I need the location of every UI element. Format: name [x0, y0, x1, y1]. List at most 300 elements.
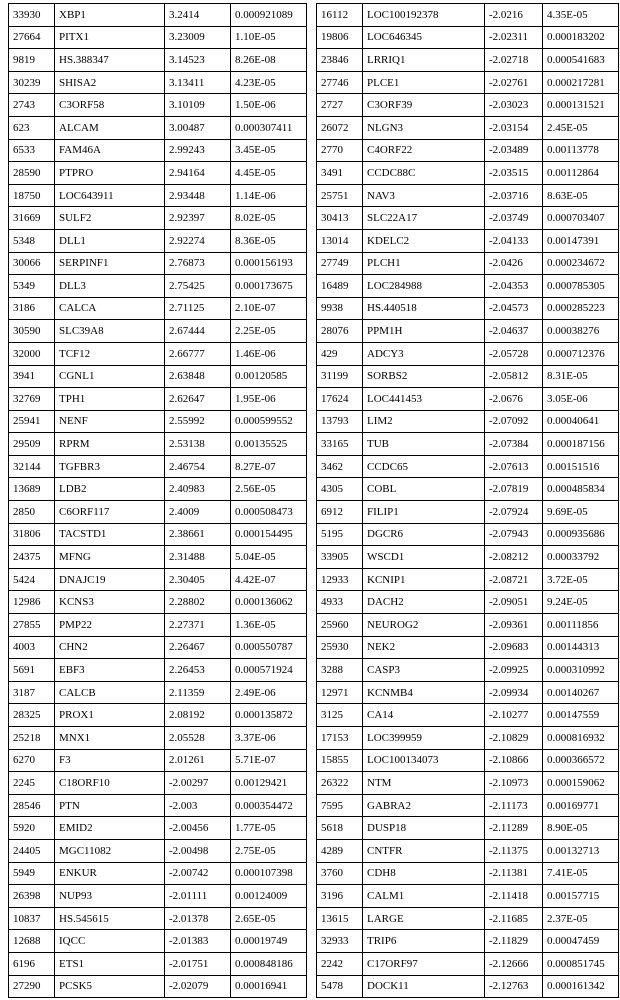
table-row: [317, 546, 619, 569]
cell-gene-symbol: PROX1: [55, 704, 165, 727]
cell-gene-symbol: KDELC2: [363, 229, 485, 252]
cell-p-value: 0.000187156: [543, 433, 619, 456]
cell-fold-change: -2.04637: [485, 320, 543, 343]
cell-gene-symbol: LIM2: [363, 410, 485, 433]
cell-gene-symbol: LARGE: [363, 907, 485, 930]
cell-fold-change: 2.99243: [165, 139, 231, 162]
cell-p-value: 3.05E-06: [543, 388, 619, 411]
table-row: [317, 116, 619, 139]
cell-probe-id: 29509: [9, 433, 55, 456]
cell-gene-symbol: LOC643911: [55, 184, 165, 207]
cell-fold-change: -2.10866: [485, 749, 543, 772]
cell-probe-id: 26322: [317, 772, 363, 795]
cell-probe-id: 16112: [317, 4, 363, 27]
cell-fold-change: -2.12763: [485, 975, 543, 998]
cell-probe-id: 26398: [9, 885, 55, 908]
table-row: [317, 388, 619, 411]
table-row: [317, 207, 619, 230]
cell-p-value: 2.37E-05: [543, 907, 619, 930]
cell-gene-symbol: ETS1: [55, 952, 165, 975]
cell-gene-symbol: LOC399959: [363, 727, 485, 750]
cell-p-value: 2.45E-05: [543, 116, 619, 139]
cell-probe-id: 27749: [317, 252, 363, 275]
cell-probe-id: 2770: [317, 139, 363, 162]
cell-gene-symbol: CCDC65: [363, 455, 485, 478]
cell-p-value: 0.00151516: [543, 455, 619, 478]
cell-gene-symbol: CDH8: [363, 862, 485, 885]
table-row: [317, 907, 619, 930]
cell-p-value: 0.000485834: [543, 478, 619, 501]
cell-p-value: 0.000217281: [543, 71, 619, 94]
cell-fold-change: -2.09934: [485, 681, 543, 704]
cell-fold-change: -2.02311: [485, 26, 543, 49]
cell-p-value: 0.00120585: [231, 365, 307, 388]
cell-gene-symbol: PCSK5: [55, 975, 165, 998]
cell-gene-symbol: LOC646345: [363, 26, 485, 49]
cell-probe-id: 5195: [317, 523, 363, 546]
gene-table-right: [316, 3, 619, 998]
cell-gene-symbol: FAM46A: [55, 139, 165, 162]
cell-gene-symbol: LOC100192378: [363, 4, 485, 27]
cell-p-value: 5.71E-07: [231, 749, 307, 772]
cell-probe-id: 12688: [9, 930, 55, 953]
cell-gene-symbol: PITX1: [55, 26, 165, 49]
table-row: [9, 229, 307, 252]
cell-fold-change: -2.03515: [485, 162, 543, 185]
cell-fold-change: 2.40983: [165, 478, 231, 501]
table-row: [317, 320, 619, 343]
table-row: [317, 162, 619, 185]
cell-probe-id: 15855: [317, 749, 363, 772]
cell-probe-id: 19806: [317, 26, 363, 49]
cell-p-value: 0.000354472: [231, 794, 307, 817]
table-row: [9, 162, 307, 185]
table-row: [317, 252, 619, 275]
cell-p-value: 8.26E-08: [231, 49, 307, 72]
cell-p-value: 0.000159062: [543, 772, 619, 795]
cell-probe-id: 2743: [9, 94, 55, 117]
cell-gene-symbol: PTN: [55, 794, 165, 817]
cell-fold-change: 2.4009: [165, 501, 231, 524]
cell-p-value: 0.00038276: [543, 320, 619, 343]
cell-fold-change: -2.11375: [485, 839, 543, 862]
cell-fold-change: -2.07819: [485, 478, 543, 501]
table-row: [9, 591, 307, 614]
cell-probe-id: 3760: [317, 862, 363, 885]
cell-gene-symbol: SULF2: [55, 207, 165, 230]
cell-gene-symbol: C17ORF97: [363, 952, 485, 975]
cell-gene-symbol: SORBS2: [363, 365, 485, 388]
cell-p-value: 0.000307411: [231, 116, 307, 139]
cell-fold-change: -2.0676: [485, 388, 543, 411]
table-row: [9, 320, 307, 343]
cell-probe-id: 23846: [317, 49, 363, 72]
cell-probe-id: 32144: [9, 455, 55, 478]
cell-probe-id: 33930: [9, 4, 55, 27]
cell-gene-symbol: EBF3: [55, 659, 165, 682]
cell-probe-id: 3125: [317, 704, 363, 727]
cell-probe-id: 9938: [317, 297, 363, 320]
cell-p-value: 0.00169771: [543, 794, 619, 817]
table-row: [317, 229, 619, 252]
cell-gene-symbol: CALCA: [55, 297, 165, 320]
cell-probe-id: 13689: [9, 478, 55, 501]
cell-p-value: 0.000541683: [543, 49, 619, 72]
table-row: [317, 478, 619, 501]
cell-probe-id: 31669: [9, 207, 55, 230]
table-row: [9, 49, 307, 72]
cell-fold-change: 2.76873: [165, 252, 231, 275]
cell-fold-change: -2.04573: [485, 297, 543, 320]
cell-fold-change: 3.23009: [165, 26, 231, 49]
table-row: [9, 139, 307, 162]
cell-gene-symbol: DNAJC19: [55, 568, 165, 591]
cell-fold-change: -2.10277: [485, 704, 543, 727]
cell-probe-id: 4933: [317, 591, 363, 614]
cell-gene-symbol: DOCK11: [363, 975, 485, 998]
cell-gene-symbol: DACH2: [363, 591, 485, 614]
cell-p-value: 2.10E-07: [231, 297, 307, 320]
cell-probe-id: 33905: [317, 546, 363, 569]
table-row: [317, 275, 619, 298]
cell-probe-id: 2850: [9, 501, 55, 524]
table-row: [9, 523, 307, 546]
cell-fold-change: -2.11289: [485, 817, 543, 840]
cell-fold-change: 3.14523: [165, 49, 231, 72]
table-row: [317, 885, 619, 908]
cell-p-value: 0.000173675: [231, 275, 307, 298]
cell-gene-symbol: PMP22: [55, 614, 165, 637]
cell-gene-symbol: PLCE1: [363, 71, 485, 94]
cell-fold-change: 2.26453: [165, 659, 231, 682]
cell-p-value: 0.000366572: [543, 749, 619, 772]
table-row: [9, 930, 307, 953]
table-row: [9, 907, 307, 930]
cell-p-value: 0.000183202: [543, 26, 619, 49]
table-row: [9, 184, 307, 207]
cell-p-value: 0.000156193: [231, 252, 307, 275]
cell-gene-symbol: NUP93: [55, 885, 165, 908]
cell-probe-id: 9819: [9, 49, 55, 72]
cell-p-value: 1.46E-06: [231, 342, 307, 365]
cell-gene-symbol: RPRM: [55, 433, 165, 456]
cell-probe-id: 3196: [317, 885, 363, 908]
cell-gene-symbol: CNTFR: [363, 839, 485, 862]
cell-fold-change: -2.07092: [485, 410, 543, 433]
table-row: [317, 862, 619, 885]
cell-p-value: 8.90E-05: [543, 817, 619, 840]
cell-gene-symbol: TPH1: [55, 388, 165, 411]
cell-gene-symbol: C18ORF10: [55, 772, 165, 795]
cell-probe-id: 3186: [9, 297, 55, 320]
table-row: [9, 885, 307, 908]
cell-gene-symbol: NEK2: [363, 636, 485, 659]
cell-p-value: 1.14E-06: [231, 184, 307, 207]
cell-fold-change: 2.92397: [165, 207, 231, 230]
table-row: [9, 636, 307, 659]
cell-probe-id: 5920: [9, 817, 55, 840]
cell-p-value: 4.42E-07: [231, 568, 307, 591]
cell-fold-change: -2.03489: [485, 139, 543, 162]
cell-fold-change: 3.10109: [165, 94, 231, 117]
table-row: [317, 26, 619, 49]
cell-fold-change: -2.07943: [485, 523, 543, 546]
cell-fold-change: -2.02718: [485, 49, 543, 72]
cell-gene-symbol: HS.440518: [363, 297, 485, 320]
cell-gene-symbol: C3ORF39: [363, 94, 485, 117]
cell-gene-symbol: NTM: [363, 772, 485, 795]
cell-p-value: 3.72E-05: [543, 568, 619, 591]
table-row: [317, 455, 619, 478]
cell-gene-symbol: EMID2: [55, 817, 165, 840]
cell-fold-change: 2.08192: [165, 704, 231, 727]
cell-probe-id: 30590: [9, 320, 55, 343]
cell-fold-change: -2.08212: [485, 546, 543, 569]
cell-fold-change: 2.71125: [165, 297, 231, 320]
cell-fold-change: 2.46754: [165, 455, 231, 478]
cell-p-value: 2.25E-05: [231, 320, 307, 343]
table-row: [9, 275, 307, 298]
cell-fold-change: 2.63848: [165, 365, 231, 388]
cell-probe-id: 27855: [9, 614, 55, 637]
cell-fold-change: 2.92274: [165, 229, 231, 252]
cell-p-value: 0.00132713: [543, 839, 619, 862]
cell-probe-id: 13615: [317, 907, 363, 930]
cell-probe-id: 25930: [317, 636, 363, 659]
cell-probe-id: 7595: [317, 794, 363, 817]
cell-gene-symbol: TGFBR3: [55, 455, 165, 478]
cell-gene-symbol: PPM1H: [363, 320, 485, 343]
cell-gene-symbol: TCF12: [55, 342, 165, 365]
cell-probe-id: 31199: [317, 365, 363, 388]
cell-fold-change: -2.01383: [165, 930, 231, 953]
table-row: [9, 546, 307, 569]
cell-probe-id: 4305: [317, 478, 363, 501]
cell-gene-symbol: DUSP18: [363, 817, 485, 840]
cell-gene-symbol: C3ORF58: [55, 94, 165, 117]
table-row: [317, 930, 619, 953]
cell-p-value: 0.00135525: [231, 433, 307, 456]
cell-gene-symbol: CALCB: [55, 681, 165, 704]
cell-fold-change: 3.13411: [165, 71, 231, 94]
cell-probe-id: 24375: [9, 546, 55, 569]
cell-probe-id: 25751: [317, 184, 363, 207]
cell-gene-symbol: XBP1: [55, 4, 165, 27]
cell-p-value: 9.69E-05: [543, 501, 619, 524]
cell-p-value: 0.000935686: [543, 523, 619, 546]
cell-p-value: 0.000136062: [231, 591, 307, 614]
table-row: [9, 681, 307, 704]
cell-p-value: 8.27E-07: [231, 455, 307, 478]
cell-fold-change: -2.0216: [485, 4, 543, 27]
cell-fold-change: -2.07924: [485, 501, 543, 524]
cell-fold-change: -2.0426: [485, 252, 543, 275]
cell-gene-symbol: PLCH1: [363, 252, 485, 275]
cell-probe-id: 27746: [317, 71, 363, 94]
cell-fold-change: -2.11685: [485, 907, 543, 930]
cell-p-value: 7.41E-05: [543, 862, 619, 885]
cell-fold-change: -2.00498: [165, 839, 231, 862]
cell-fold-change: 2.67444: [165, 320, 231, 343]
cell-p-value: 0.00124009: [231, 885, 307, 908]
table-row: [317, 614, 619, 637]
cell-fold-change: 3.2414: [165, 4, 231, 27]
cell-p-value: 0.00113778: [543, 139, 619, 162]
cell-p-value: 1.10E-05: [231, 26, 307, 49]
cell-fold-change: -2.08721: [485, 568, 543, 591]
cell-p-value: 0.000550787: [231, 636, 307, 659]
cell-probe-id: 12986: [9, 591, 55, 614]
cell-fold-change: -2.00742: [165, 862, 231, 885]
cell-gene-symbol: MGC11082: [55, 839, 165, 862]
cell-fold-change: -2.05812: [485, 365, 543, 388]
cell-p-value: 0.00111856: [543, 614, 619, 637]
table-row: [9, 455, 307, 478]
cell-gene-symbol: KCNS3: [55, 591, 165, 614]
cell-fold-change: -2.10973: [485, 772, 543, 795]
cell-gene-symbol: COBL: [363, 478, 485, 501]
cell-fold-change: -2.11829: [485, 930, 543, 953]
cell-probe-id: 5691: [9, 659, 55, 682]
table-row: [317, 139, 619, 162]
cell-p-value: 0.000154495: [231, 523, 307, 546]
cell-fold-change: -2.01378: [165, 907, 231, 930]
cell-probe-id: 6270: [9, 749, 55, 772]
cell-fold-change: -2.11173: [485, 794, 543, 817]
cell-p-value: 0.00147559: [543, 704, 619, 727]
cell-probe-id: 13793: [317, 410, 363, 433]
cell-fold-change: 2.31488: [165, 546, 231, 569]
table-row: [317, 184, 619, 207]
table-row: [317, 297, 619, 320]
table-row: [9, 794, 307, 817]
table-row: [317, 839, 619, 862]
cell-gene-symbol: SLC39A8: [55, 320, 165, 343]
cell-p-value: 0.00112864: [543, 162, 619, 185]
cell-probe-id: 6912: [317, 501, 363, 524]
cell-p-value: 8.31E-05: [543, 365, 619, 388]
cell-p-value: 0.000571924: [231, 659, 307, 682]
cell-probe-id: 28546: [9, 794, 55, 817]
table-row: [9, 365, 307, 388]
table-row: [9, 727, 307, 750]
table-row: [9, 749, 307, 772]
cell-probe-id: 5349: [9, 275, 55, 298]
cell-probe-id: 25960: [317, 614, 363, 637]
cell-gene-symbol: CALM1: [363, 885, 485, 908]
cell-fold-change: -2.00297: [165, 772, 231, 795]
cell-p-value: 3.45E-05: [231, 139, 307, 162]
cell-fold-change: 2.27371: [165, 614, 231, 637]
cell-fold-change: 2.66777: [165, 342, 231, 365]
table-row: [317, 749, 619, 772]
table-row: [9, 388, 307, 411]
cell-p-value: 0.000234672: [543, 252, 619, 275]
cell-p-value: 2.65E-05: [231, 907, 307, 930]
cell-p-value: 0.000310992: [543, 659, 619, 682]
table-row: [9, 614, 307, 637]
cell-fold-change: -2.11418: [485, 885, 543, 908]
cell-gene-symbol: MFNG: [55, 546, 165, 569]
cell-probe-id: 30239: [9, 71, 55, 94]
cell-fold-change: -2.03023: [485, 94, 543, 117]
table-row: [9, 94, 307, 117]
cell-fold-change: -2.02079: [165, 975, 231, 998]
cell-p-value: 0.000508473: [231, 501, 307, 524]
cell-p-value: 2.56E-05: [231, 478, 307, 501]
table-row: [9, 26, 307, 49]
cell-fold-change: 2.75425: [165, 275, 231, 298]
cell-gene-symbol: LOC100134073: [363, 749, 485, 772]
cell-fold-change: -2.10829: [485, 727, 543, 750]
cell-p-value: 3.37E-06: [231, 727, 307, 750]
cell-probe-id: 2242: [317, 952, 363, 975]
table-row: [317, 4, 619, 27]
cell-gene-symbol: KCNMB4: [363, 681, 485, 704]
table-row: [9, 862, 307, 885]
cell-probe-id: 3491: [317, 162, 363, 185]
cell-gene-symbol: LDB2: [55, 478, 165, 501]
cell-fold-change: 2.38661: [165, 523, 231, 546]
cell-probe-id: 5348: [9, 229, 55, 252]
cell-gene-symbol: C4ORF22: [363, 139, 485, 162]
cell-p-value: 0.000131521: [543, 94, 619, 117]
table-row: [9, 478, 307, 501]
cell-fold-change: 2.11359: [165, 681, 231, 704]
cell-p-value: 0.000816932: [543, 727, 619, 750]
cell-fold-change: -2.00456: [165, 817, 231, 840]
cell-probe-id: 17624: [317, 388, 363, 411]
cell-fold-change: -2.03716: [485, 184, 543, 207]
cell-gene-symbol: CCDC88C: [363, 162, 485, 185]
cell-probe-id: 33165: [317, 433, 363, 456]
table-row: [317, 71, 619, 94]
cell-fold-change: 2.05528: [165, 727, 231, 750]
cell-p-value: 0.000712376: [543, 342, 619, 365]
cell-probe-id: 3187: [9, 681, 55, 704]
cell-gene-symbol: ENKUR: [55, 862, 165, 885]
table-row: [9, 116, 307, 139]
cell-gene-symbol: C6ORF117: [55, 501, 165, 524]
cell-probe-id: 16489: [317, 275, 363, 298]
cell-gene-symbol: FILIP1: [363, 501, 485, 524]
table-row: [317, 568, 619, 591]
cell-probe-id: 30066: [9, 252, 55, 275]
table-row: [317, 636, 619, 659]
cell-probe-id: 3462: [317, 455, 363, 478]
table-row: [317, 365, 619, 388]
cell-gene-symbol: TUB: [363, 433, 485, 456]
cell-probe-id: 4289: [317, 839, 363, 862]
cell-gene-symbol: F3: [55, 749, 165, 772]
table-row: [317, 410, 619, 433]
cell-fold-change: 2.94164: [165, 162, 231, 185]
table-row: [317, 952, 619, 975]
cell-probe-id: 27664: [9, 26, 55, 49]
cell-p-value: 8.02E-05: [231, 207, 307, 230]
cell-gene-symbol: NENF: [55, 410, 165, 433]
table-row: [9, 659, 307, 682]
cell-fold-change: -2.07384: [485, 433, 543, 456]
cell-probe-id: 6196: [9, 952, 55, 975]
table-row: [9, 342, 307, 365]
cell-p-value: 9.24E-05: [543, 591, 619, 614]
cell-gene-symbol: HS.545615: [55, 907, 165, 930]
cell-probe-id: 5949: [9, 862, 55, 885]
cell-gene-symbol: KCNIP1: [363, 568, 485, 591]
cell-p-value: 0.000107398: [231, 862, 307, 885]
cell-fold-change: -2.12666: [485, 952, 543, 975]
